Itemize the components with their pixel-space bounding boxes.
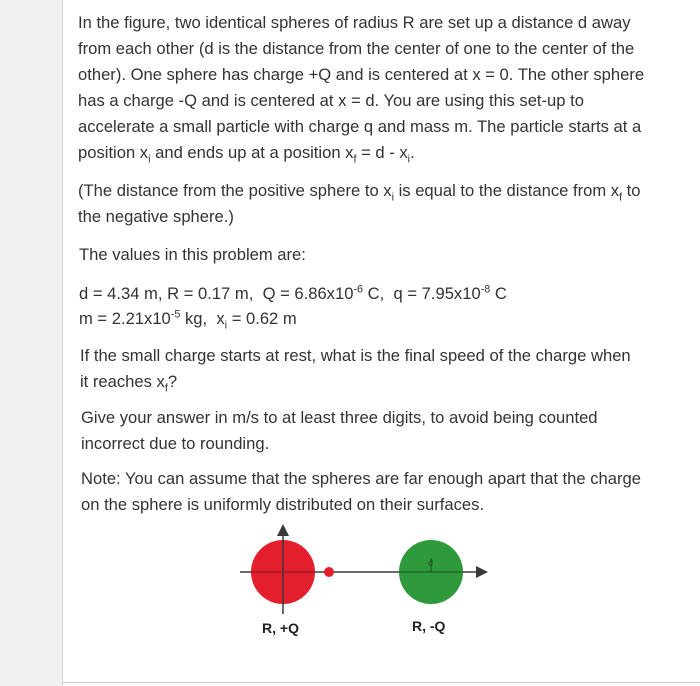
value-m: $m = 2.21x10^{-5}$ kg,	[79, 308, 208, 328]
value-q: $q = 7.95x10^{-8}$ C	[393, 283, 507, 303]
y-axis-arrowhead	[277, 524, 289, 536]
negative-sphere-label: R, -Q	[412, 618, 446, 634]
values-label: The values in this problem are:	[79, 245, 306, 264]
values-line-1	[79, 281, 507, 307]
x-axis-arrowhead	[476, 566, 488, 578]
distance-note: (The distance from the positive sphere to $x_i$ is equal to the distance from $x_f$ to the negative sphere.)	[78, 181, 641, 226]
value-Q: $Q = 6.86x10^{-6}$ C,	[262, 283, 385, 303]
two-spheres-figure	[230, 520, 500, 645]
value-xi: $x_i = 0.62$ m	[216, 309, 297, 332]
value-d-R: d = 4.34 m, R = 0.17 m,	[79, 284, 254, 303]
answer-instructions: Give your answer in m/s to at least three digits, to avoid being counted incorrect due to rounding.	[81, 408, 598, 453]
intro-paragraph	[78, 10, 646, 166]
question-ask: If the small charge starts at rest, what is the final speed of the charge when it reaches $x_f$?	[80, 346, 631, 395]
intro-positions: position $x_i$ and ends up at a position $x_f = d - x_i$.	[78, 143, 415, 166]
distance-d-label: d	[428, 558, 434, 568]
card-bottom-border	[62, 682, 700, 683]
uniform-charge-note: Note: You can assume that the spheres are far enough apart that the charge on the sphere is uniformly distributed on their surfaces.	[81, 469, 641, 514]
values-line-2	[79, 306, 297, 332]
intro-text: In the figure, two identical spheres of radius R are set up a distance d away from each other (d is the distance from the center of one to the center of the other). One sphere has charge +Q and is centered at x = 0. The other sphere has a charge -Q and is centered at x = d. You are using this set-up to accelerate a small particle with charge q and mass m. The particle starts at a	[78, 13, 645, 136]
test-particle	[324, 567, 334, 577]
positive-sphere-label: R, +Q	[262, 620, 299, 636]
